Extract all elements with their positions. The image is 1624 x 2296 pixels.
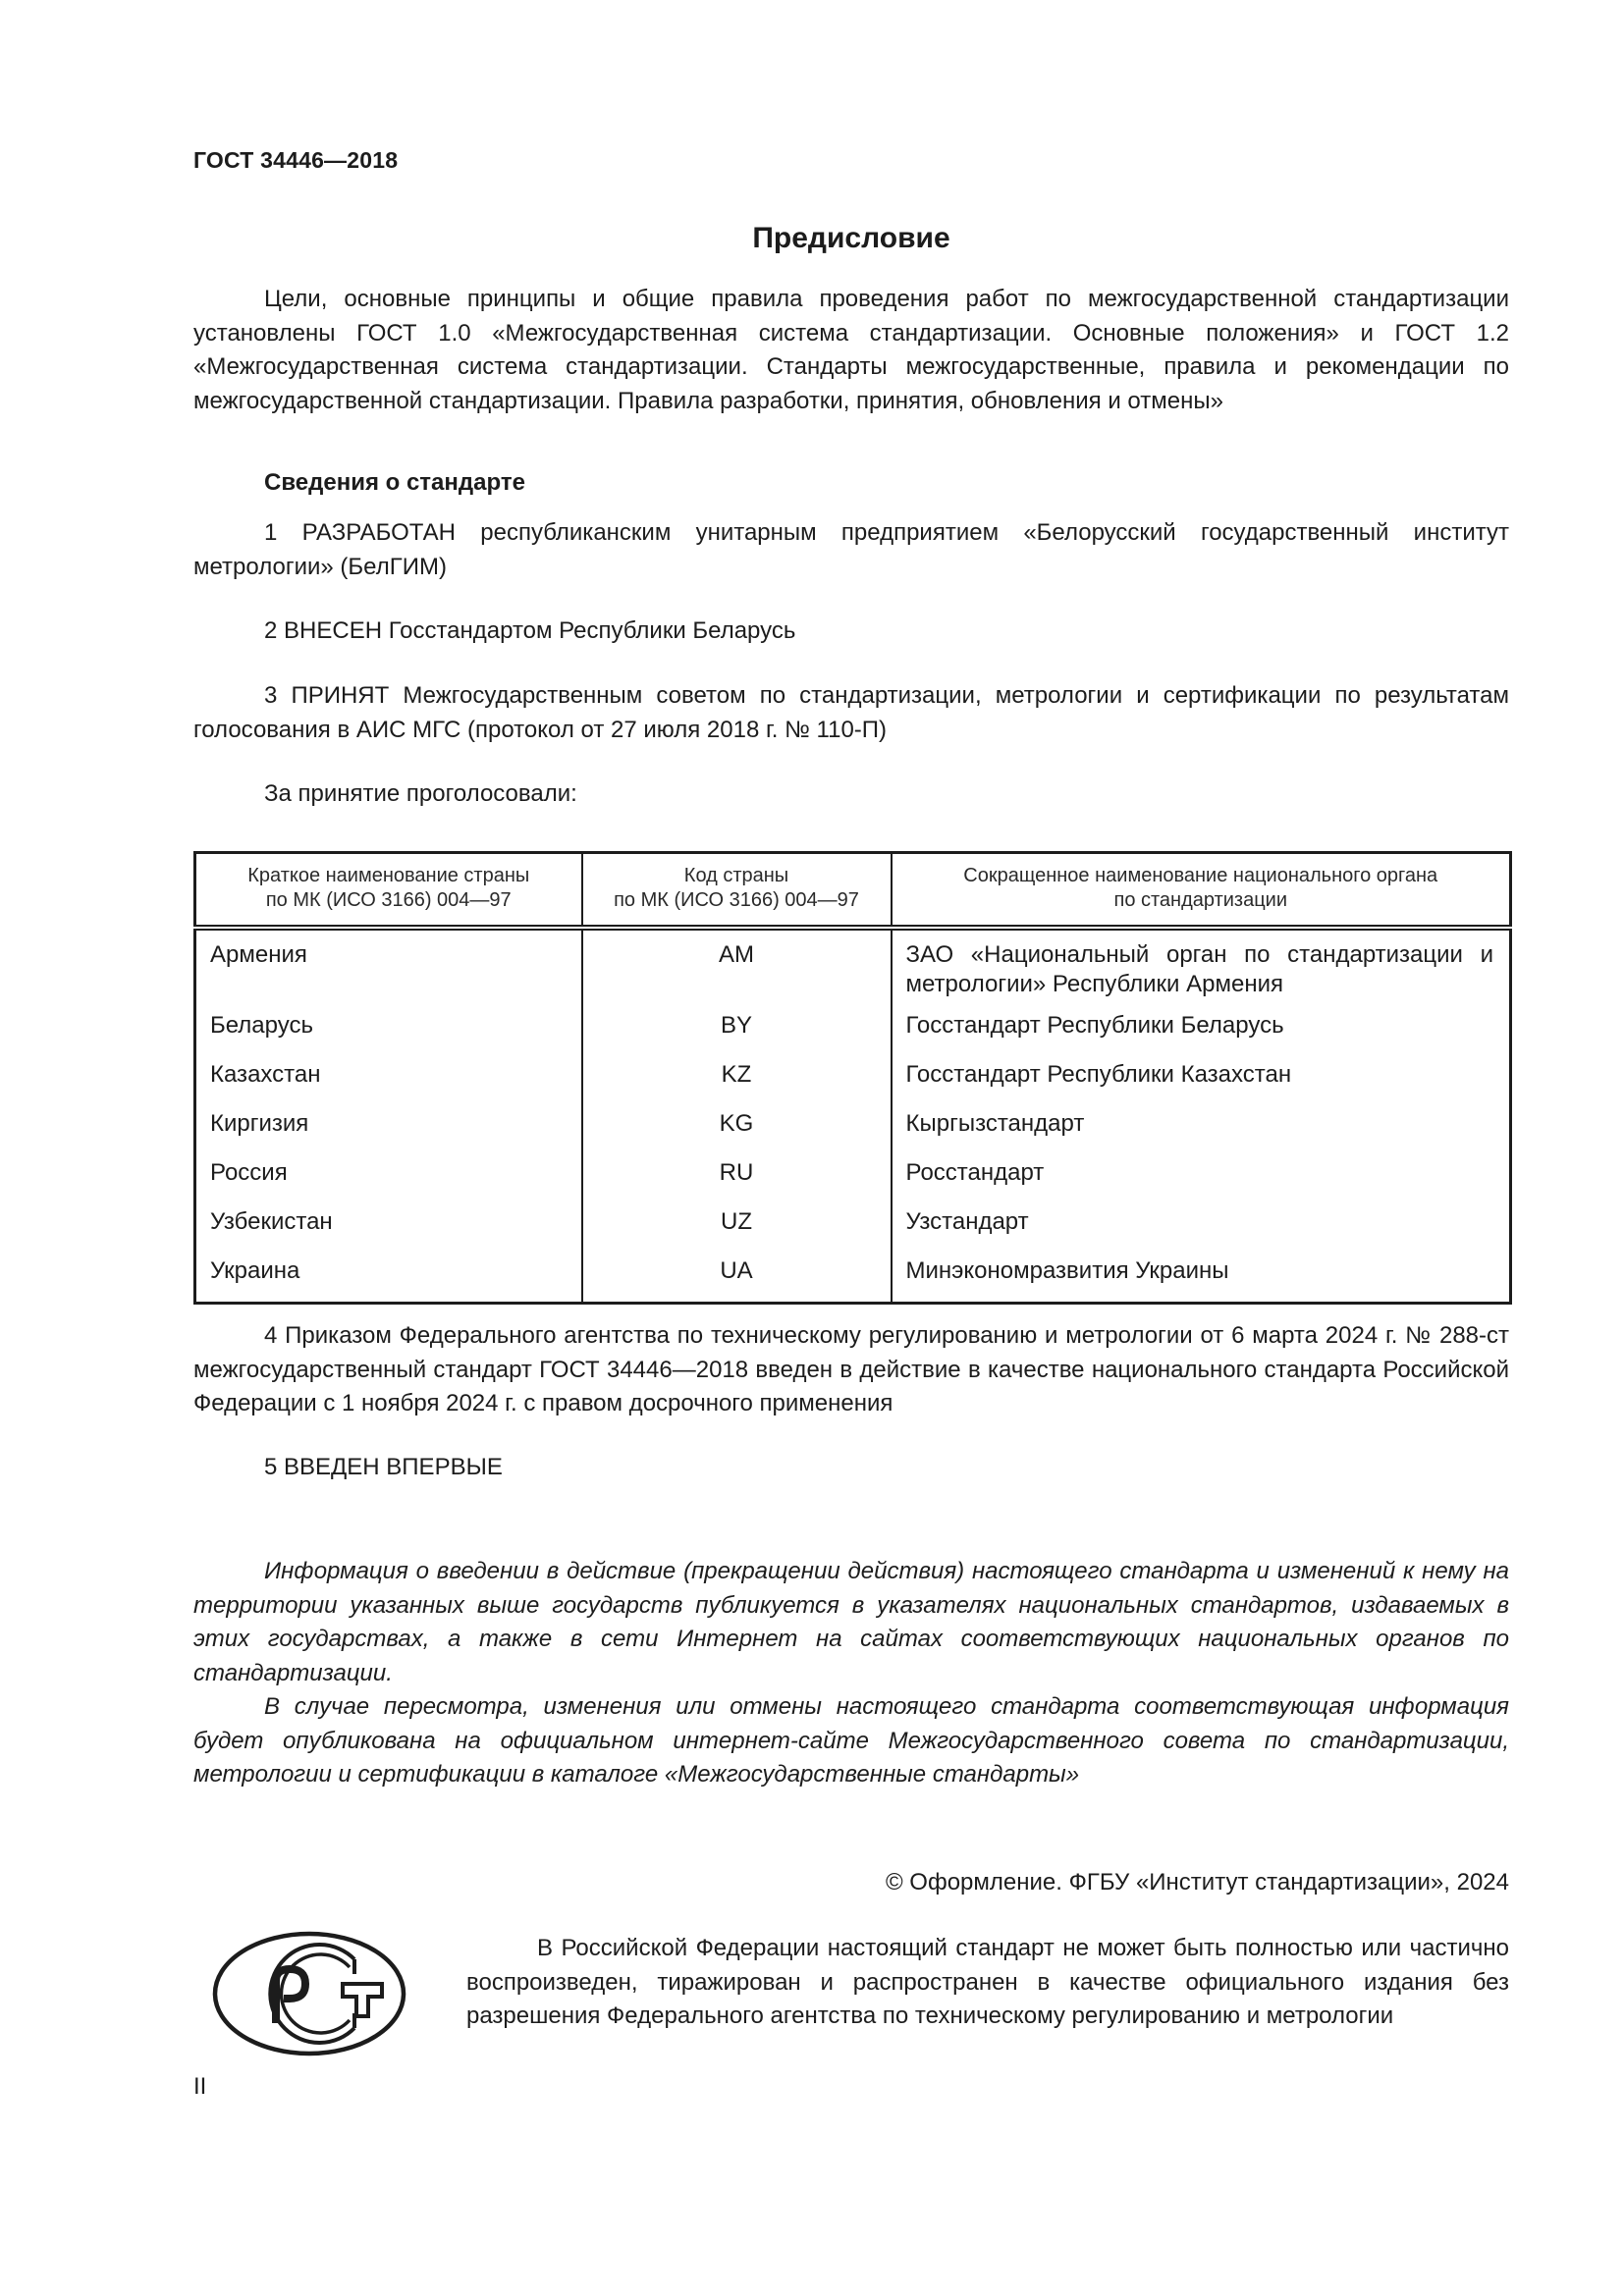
table-row — [195, 1056, 1511, 1105]
column-header-country: Краткое наименование страны по МК (ИСО 3166) 004—97 — [195, 853, 582, 929]
code-cell: BY — [582, 1007, 892, 1056]
code-cell: AM — [582, 928, 892, 1007]
item-adopted: 3 ПРИНЯТ Межгосударственным советом по стандартизации, метрологии и сертификации по результатам голосования в АИС МГС (протокол от 27 июля 2018 г. № 110-П) — [193, 682, 1509, 743]
intro-section — [193, 283, 1509, 418]
country-cell: Узбекистан — [195, 1203, 582, 1253]
national-body-cell: Минэкономразвития Украины — [892, 1253, 1511, 1304]
table-row — [195, 1154, 1511, 1203]
voting-countries-table — [193, 851, 1512, 1305]
column-header-national-body: Сокращенное наименование национального органа по стандартизации — [892, 853, 1511, 929]
reproduction-notice — [466, 1932, 1509, 2034]
standard-info-section — [193, 469, 1509, 497]
code-cell: UZ — [582, 1203, 892, 1253]
item-1-block — [193, 516, 1509, 584]
document-code: ГОСТ 34446—2018 — [193, 147, 399, 173]
item-2-block — [193, 614, 1509, 649]
item-enacted: 4 Приказом Федерального агентства по техническому регулированию и метрологии от 6 марта 2024 г. № 288-ст межгосударственный стандарт ГОСТ 34446—2018 введен в действие в качестве национального стандарта Российской Федерации с 1 ноября 2024 г. с правом досрочного применения — [193, 1322, 1509, 1416]
code-cell: KZ — [582, 1056, 892, 1105]
table-row — [195, 1203, 1511, 1253]
item-first-introduced: 5 ВВЕДЕН ВПЕРВЫЕ — [264, 1454, 503, 1480]
national-body-cell: Узстандарт — [892, 1203, 1511, 1253]
country-cell: Киргизия — [195, 1105, 582, 1154]
country-cell: Казахстан — [195, 1056, 582, 1105]
country-cell: Беларусь — [195, 1007, 582, 1056]
item-developed: 1 РАЗРАБОТАН республиканским унитарным предприятием «Белорусский государственный институт метрологии» (БелГИМ) — [193, 519, 1509, 580]
table-row — [195, 928, 1511, 1007]
code-cell: UA — [582, 1253, 892, 1304]
page-title: Предисловие — [752, 222, 950, 254]
info-note-publication: Информация о введении в действие (прекращении действия) настоящего стандарта и изменений к нему на территории указанных выше государств публикуется в указателях национальных стандартов, издаваемых в этих государствах, а также в сети Интернет на сайтах соответствующих национальных органов по стандартизации. — [193, 1558, 1509, 1686]
country-cell: Россия — [195, 1154, 582, 1203]
table-row — [195, 1007, 1511, 1056]
copyright-line: © Оформление. ФГБУ «Институт стандартизации», 2024 — [885, 1869, 1509, 1896]
national-body-cell: ЗАО «Национальный орган по стандартизации и метрологии» Республики Армения — [892, 928, 1511, 1007]
page-number: II — [193, 2073, 207, 2100]
item-introduced: 2 ВНЕСЕН Госстандартом Республики Беларусь — [264, 617, 796, 644]
table-row — [195, 1253, 1511, 1304]
column-header-code: Код страны по МК (ИСО 3166) 004—97 — [582, 853, 892, 929]
country-cell: Украина — [195, 1253, 582, 1304]
national-body-cell: Госстандарт Республики Беларусь — [892, 1007, 1511, 1056]
code-cell: KG — [582, 1105, 892, 1154]
item-3-block — [193, 679, 1509, 747]
info-notes-section — [193, 1555, 1509, 1792]
intro-paragraph: Цели, основные принципы и общие правила проведения работ по межгосударственной стандартизации установлены ГОСТ 1.0 «Межгосударственная система стандартизации. Основные положения» и ГОСТ 1.2 «Межгосударственная система стандартизации. Стандарты межгосударственные, правила и рекомендации по межгосударственной стандартизации. Правила разработки, принятия, обновления и отмены» — [193, 286, 1509, 414]
national-body-cell: Росстандарт — [892, 1154, 1511, 1203]
rst-logo-icon — [211, 1930, 407, 2057]
country-cell: Армения — [195, 928, 582, 1007]
national-body-cell: Кыргызстандарт — [892, 1105, 1511, 1154]
item-4-block — [193, 1319, 1509, 1421]
item-5-block — [193, 1451, 1509, 1485]
national-body-cell: Госстандарт Республики Казахстан — [892, 1056, 1511, 1105]
standard-info-heading: Сведения о стандарте — [264, 469, 525, 496]
voted-label: За принятие проголосовали: — [264, 780, 577, 807]
info-note-revision: В случае пересмотра, изменения или отмены настоящего стандарта соответствующая информация будет опубликована на официальном интернет-сайте Межгосударственного совета по стандартизации, метрологии и сертификации в каталоге «Межгосударственные стандарты» — [193, 1693, 1509, 1788]
table-header-row — [195, 853, 1511, 929]
voted-block — [193, 777, 1509, 812]
code-cell: RU — [582, 1154, 892, 1203]
reproduction-notice-text: В Российской Федерации настоящий стандарт не может быть полностью или частично воспроизведен, тиражирован и распространен в качестве официального издания без разрешения Федерального агентства по техническому регулированию и метрологии — [466, 1935, 1509, 2029]
table-row — [195, 1105, 1511, 1154]
